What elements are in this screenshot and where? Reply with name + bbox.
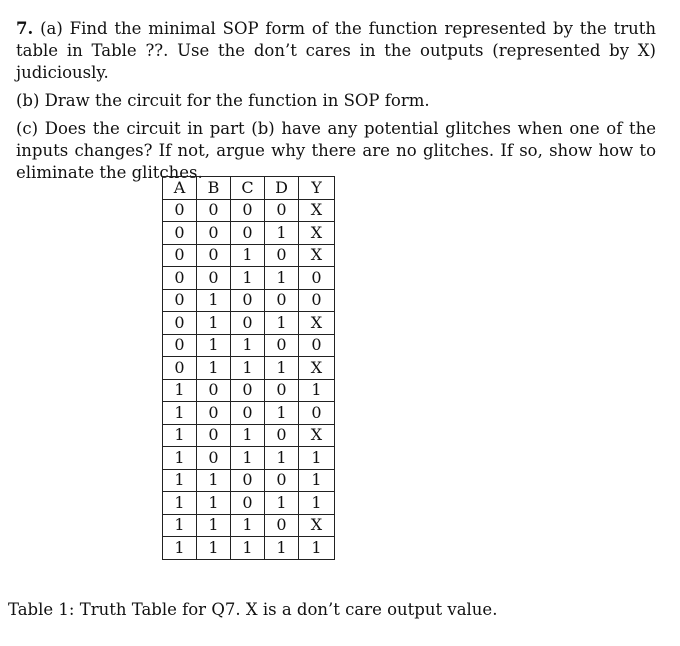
column-header-d: D (265, 177, 299, 200)
table-cell-y: X (299, 424, 335, 447)
table-cell-b: 1 (197, 357, 231, 380)
table-cell-c: 1 (231, 424, 265, 447)
table-cell-c: 1 (231, 514, 265, 537)
table-cell-b: 1 (197, 469, 231, 492)
table-cell-d: 0 (265, 514, 299, 537)
table-cell-d: 1 (265, 492, 299, 515)
table-cell-d: 0 (265, 424, 299, 447)
table-cell-c: 0 (231, 379, 265, 402)
table-row (163, 267, 335, 290)
table-cell-c: 1 (231, 267, 265, 290)
table-cell-a: 0 (163, 289, 197, 312)
part-c-text: (c) Does the circuit in part (b) have any potential glitches when one of the inputs changes? If not, argue why there are no glitches. If so, show how to eliminate the glitches. (16, 119, 656, 182)
table-cell-c: 0 (231, 222, 265, 245)
table-cell-d: 0 (265, 379, 299, 402)
table-cell-b: 1 (197, 312, 231, 335)
table-cell-d: 1 (265, 537, 299, 560)
table-row (163, 334, 335, 357)
table-cell-y: X (299, 199, 335, 222)
table-cell-a: 1 (163, 447, 197, 470)
truth-table-body (163, 199, 335, 559)
table-cell-c: 1 (231, 447, 265, 470)
table-cell-c: 0 (231, 312, 265, 335)
column-header-c: C (231, 177, 265, 200)
question-part-a (16, 18, 656, 84)
table-cell-y: 1 (299, 537, 335, 560)
column-header-a: A (163, 177, 197, 200)
table-cell-c: 0 (231, 492, 265, 515)
part-b-text: (b) Draw the circuit for the function in SOP form. (16, 91, 430, 110)
table-cell-d: 1 (265, 357, 299, 380)
table-cell-b: 1 (197, 334, 231, 357)
table-row (163, 379, 335, 402)
table-cell-c: 1 (231, 244, 265, 267)
table-cell-b: 1 (197, 514, 231, 537)
table-row (163, 199, 335, 222)
table-cell-a: 1 (163, 492, 197, 515)
table-cell-d: 0 (265, 469, 299, 492)
table-row (163, 222, 335, 245)
table-cell-a: 1 (163, 379, 197, 402)
table-cell-a: 1 (163, 424, 197, 447)
table-cell-a: 0 (163, 244, 197, 267)
table-cell-d: 0 (265, 199, 299, 222)
part-a-text: (a) Find the minimal SOP form of the function represented by the truth table in Table ??. Use the don’t cares in the outputs (represented by X) judiciously. (16, 19, 656, 82)
table-cell-d: 0 (265, 334, 299, 357)
table-cell-a: 0 (163, 312, 197, 335)
table-cell-y: 1 (299, 469, 335, 492)
table-cell-b: 1 (197, 492, 231, 515)
table-cell-c: 1 (231, 334, 265, 357)
table-cell-b: 0 (197, 199, 231, 222)
table-cell-b: 0 (197, 222, 231, 245)
table-row (163, 312, 335, 335)
table-cell-c: 1 (231, 357, 265, 380)
table-cell-b: 0 (197, 402, 231, 425)
table-row (163, 424, 335, 447)
table-cell-d: 0 (265, 244, 299, 267)
table-cell-b: 0 (197, 267, 231, 290)
table-cell-d: 1 (265, 402, 299, 425)
table-cell-a: 0 (163, 334, 197, 357)
table-cell-c: 0 (231, 199, 265, 222)
table-cell-y: X (299, 222, 335, 245)
table-cell-b: 1 (197, 537, 231, 560)
question-number: 7. (16, 19, 34, 38)
table-cell-y: 0 (299, 402, 335, 425)
table-cell-b: 0 (197, 424, 231, 447)
table-row (163, 289, 335, 312)
table-row (163, 469, 335, 492)
table-row (163, 537, 335, 560)
table-row (163, 447, 335, 470)
table-cell-y: X (299, 514, 335, 537)
table-cell-a: 0 (163, 267, 197, 290)
table-cell-a: 1 (163, 537, 197, 560)
table-cell-b: 0 (197, 244, 231, 267)
table-cell-a: 1 (163, 469, 197, 492)
table-cell-d: 1 (265, 222, 299, 245)
table-cell-a: 0 (163, 357, 197, 380)
table-cell-y: 1 (299, 492, 335, 515)
column-header-b: B (197, 177, 231, 200)
table-cell-c: 0 (231, 402, 265, 425)
table-cell-d: 1 (265, 312, 299, 335)
table-cell-y: X (299, 357, 335, 380)
table-row (163, 402, 335, 425)
table-cell-c: 1 (231, 537, 265, 560)
question-block (16, 18, 656, 190)
truth-table (162, 176, 335, 560)
table-cell-c: 0 (231, 469, 265, 492)
truth-table-head (163, 177, 335, 200)
table-cell-d: 1 (265, 267, 299, 290)
table-cell-y: 0 (299, 267, 335, 290)
table-cell-y: X (299, 312, 335, 335)
table-cell-y: 0 (299, 289, 335, 312)
table-row (163, 357, 335, 380)
table-cell-a: 1 (163, 402, 197, 425)
table-cell-b: 1 (197, 289, 231, 312)
table-cell-y: 1 (299, 379, 335, 402)
table-cell-y: 1 (299, 447, 335, 470)
table-caption: Table 1: Truth Table for Q7. X is a don’t care output value. (8, 600, 498, 619)
table-cell-d: 0 (265, 289, 299, 312)
table-cell-y: X (299, 244, 335, 267)
table-cell-a: 0 (163, 222, 197, 245)
table-row (163, 514, 335, 537)
table-cell-a: 0 (163, 199, 197, 222)
column-header-y: Y (299, 177, 335, 200)
table-cell-y: 0 (299, 334, 335, 357)
table-cell-b: 0 (197, 379, 231, 402)
table-cell-b: 0 (197, 447, 231, 470)
table-cell-c: 0 (231, 289, 265, 312)
table-cell-d: 1 (265, 447, 299, 470)
header-row (163, 177, 335, 200)
table-row (163, 244, 335, 267)
table-row (163, 492, 335, 515)
table-cell-a: 1 (163, 514, 197, 537)
